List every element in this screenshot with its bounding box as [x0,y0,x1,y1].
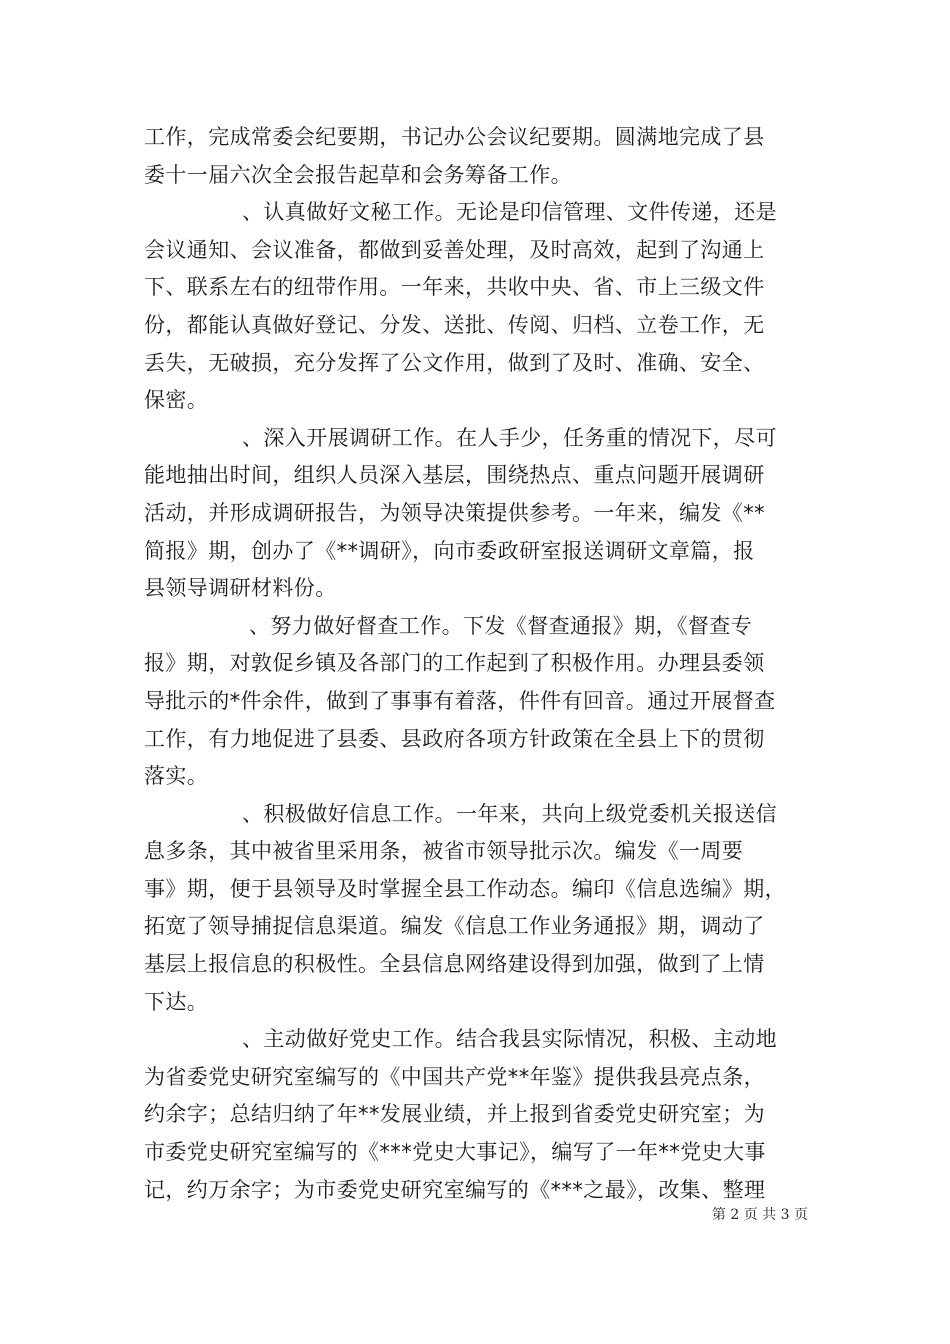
paragraph-start-line: 、认真做好文秘工作。无论是印信管理、文件传递，还是 [242,200,777,225]
text-line: 导批示的*件余件，做到了事事有着落，件件有回音。通过开展督查 [144,688,776,713]
text-line: 落实。 [144,764,209,789]
page-number-footer: 第 2 页 共 3 页 [711,1207,808,1223]
text-line: 市委党史研究室编写的《***党史大事记》，编写了一年**党史大事 [144,1140,766,1165]
document-body [144,119,810,1209]
text-line: 事》期，便于县领导及时掌握全县工作动态。编印《信息选编》期， [144,876,786,901]
paragraph-start-line: 、努力做好督查工作。下发《督查通报》期，《督查专 [249,613,753,638]
text-line: 下、联系左右的纽带作用。一年来，共收中央、省、市上三级文件 [144,275,765,300]
text-line: 拓宽了领导捕捉信息渠道。编发《信息工作业务通报》期，调动了 [144,914,765,939]
text-line: 简报》期，创办了《**调研》，向市委政研室报送调研文章篇，报 [144,538,755,563]
paragraph-start-line: 、积极做好信息工作。一年来，共向上级党委机关报送信 [242,801,777,826]
text-line: 委十一届六次全会报告起草和会务筹备工作。 [144,162,572,187]
text-line: 会议通知、会议准备，都做到妥善处理，及时高效，起到了沟通上 [144,237,765,262]
text-line: 县领导调研材料份。 [144,576,337,601]
text-line: 基层上报信息的积极性。全县信息网络建设得到加强，做到了上情 [144,952,765,977]
text-line: 工作，完成常委会纪要期，书记办公会议纪要期。圆满地完成了县 [144,125,765,149]
text-line: 活动，并形成调研报告，为领导决策提供参考。一年来，编发《** [144,500,765,525]
text-line: 能地抽出时间，组织人员深入基层，围绕热点、重点问题开展调研 [144,463,765,488]
text-line: 为省委党史研究室编写的《中国共产党**年鉴》提供我县亮点条， [144,1064,765,1089]
paragraph-start-line: 、主动做好党史工作。结合我县实际情况，积极、主动地 [242,1027,777,1052]
text-line: 保密。 [144,388,209,413]
text-line: 约余字；总结归纳了年**发展业绩，并上报到省委党史研究室；为 [144,1102,765,1127]
text-line: 下达。 [144,989,209,1014]
text-line: 记，约万余字；为市委党史研究室编写的《***之最》，改集、整理 [144,1177,766,1202]
text-line: 息多条，其中被省里采用条，被省市领导批示次。编发《一周要 [144,839,744,864]
text-line: 丢失，无破损，充分发挥了公文作用，做到了及时、准确、安全、 [144,350,765,375]
text-line: 份，都能认真做好登记、分发、送批、传阅、归档、立卷工作，无 [144,312,765,337]
text-line: 工作，有力地促进了县委、县政府各项方针政策在全县上下的贯彻 [144,726,765,751]
paragraph-start-line: 、深入开展调研工作。在人手少，任务重的情况下，尽可 [242,425,777,450]
text-line: 报》期，对敦促乡镇及各部门的工作起到了积极作用。办理县委领 [144,651,765,676]
